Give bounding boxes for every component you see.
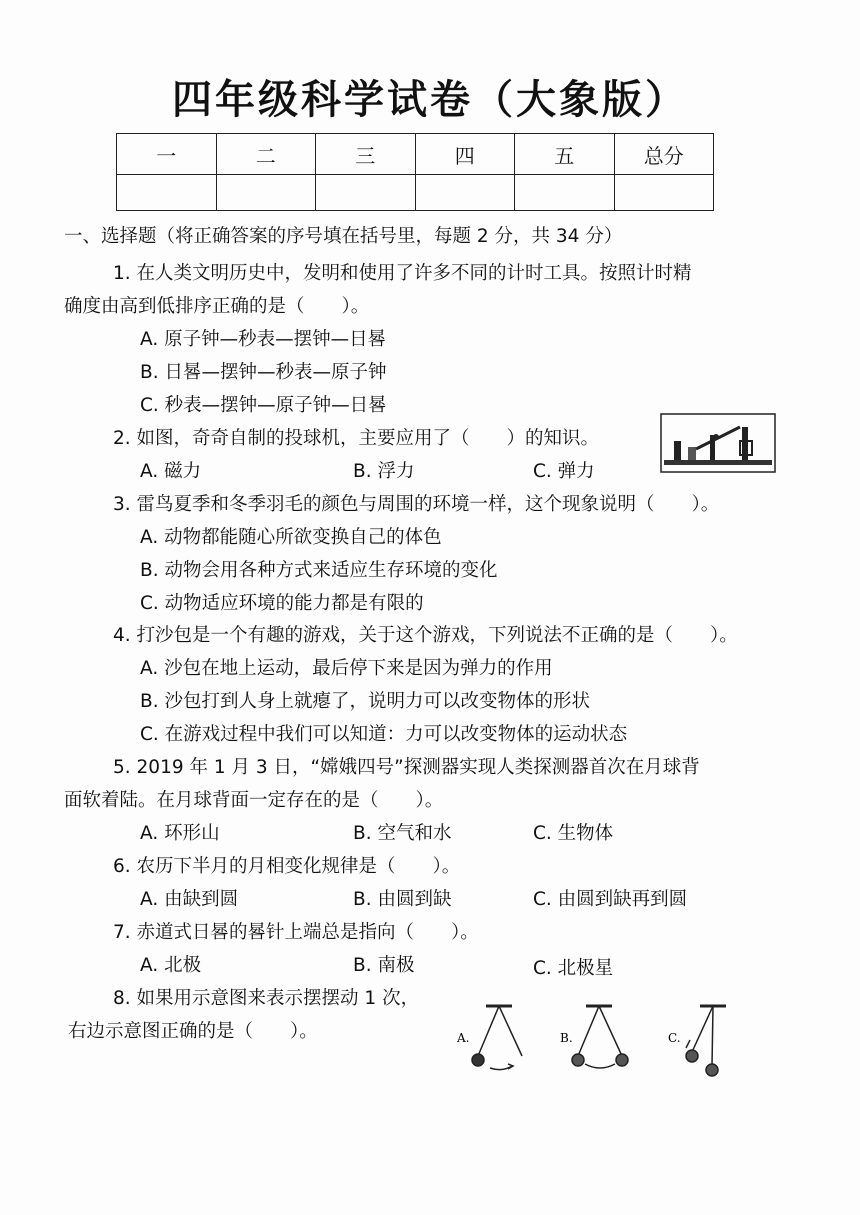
q8-stem-line2: 右边示意图正确的是（ ）。 [68, 1021, 318, 1042]
section-heading: 一、选择题（将正确答案的序号填在括号里，每题 2 分，共 34 分） [64, 226, 623, 247]
page-title: 四年级科学试卷（大象版） [172, 77, 688, 123]
q2-option-c: C. 弹力 [533, 461, 595, 482]
pendulum-c [686, 1006, 726, 1076]
q2-stem: 2. 如图，奇奇自制的投球机，主要应用了（ ）的知识。 [113, 428, 600, 449]
q4-option-b: B. 沙包打到人身上就瘪了，说明力可以改变物体的形状 [140, 691, 590, 712]
q3-stem: 3. 雷鸟夏季和冬季羽毛的颜色与周围的环境一样，这个现象说明（ ）。 [113, 494, 720, 515]
pendulum-c-label: C. [668, 1031, 681, 1045]
q4-stem: 4. 打沙包是一个有趣的游戏，关于这个游戏，下列说法不正确的是（ ）。 [113, 625, 738, 646]
ball-launcher-figure [660, 413, 776, 473]
score-cell-total[interactable] [614, 175, 714, 211]
q5-stem-line1: 5. 2019 年 1 月 3 日，“嫦娥四号”探测器实现人类探测器首次在月球背 [113, 757, 700, 778]
pendulum-b [572, 1006, 628, 1068]
q1-option-c: C. 秒表—摆钟—原子钟—日晷 [140, 395, 387, 416]
q5-stem-line2: 面软着陆。在月球背面一定存在的是（ ）。 [64, 790, 444, 811]
pendulum-b-label: B. [560, 1031, 573, 1045]
q1-option-a: A. 原子钟—秒表—摆钟—日晷 [140, 329, 387, 350]
score-header-1: 一 [117, 134, 217, 175]
q6-option-b: B. 由圆到缺 [353, 889, 452, 910]
q1-stem-line2: 确度由高到低排序正确的是（ ）。 [64, 296, 370, 317]
q5-option-a: A. 环形山 [140, 823, 220, 844]
q7-stem: 7. 赤道式日晷的晷针上端总是指向（ ）。 [113, 922, 479, 943]
score-cell-1[interactable] [117, 175, 217, 211]
q2-option-b: B. 浮力 [353, 461, 415, 482]
q7-option-a: A. 北极 [140, 955, 202, 976]
score-cell-2[interactable] [216, 175, 316, 211]
q6-option-a: A. 由缺到圆 [140, 889, 239, 910]
q1-stem-line1: 1. 在人类文明历史中，发明和使用了许多不同的计时工具。按照计时精 [113, 263, 692, 284]
q4-option-c: C. 在游戏过程中我们可以知道：力可以改变物体的运动状态 [140, 724, 628, 745]
q8-stem-line1: 8. 如果用示意图来表示摆摆动 1 次， [113, 988, 420, 1009]
score-cell-3[interactable] [316, 175, 416, 211]
q5-option-b: B. 空气和水 [353, 823, 452, 844]
pendulum-a [472, 1006, 522, 1070]
pendulum-figures [450, 1000, 740, 1080]
score-cell-4[interactable] [415, 175, 515, 211]
q7-option-c: C. 北极星 [533, 958, 614, 979]
q3-option-b: B. 动物会用各种方式来适应生存环境的变化 [140, 560, 498, 581]
q1-option-b: B. 日晷—摆钟—秒表—原子钟 [140, 362, 387, 383]
q3-option-c: C. 动物适应环境的能力都是有限的 [140, 593, 424, 614]
q6-option-c: C. 由圆到缺再到圆 [533, 889, 688, 910]
q2-option-a: A. 磁力 [140, 461, 202, 482]
q6-stem: 6. 农历下半月的月相变化规律是（ ）。 [113, 856, 461, 877]
score-header-total: 总分 [614, 134, 714, 175]
score-table [116, 133, 714, 211]
q5-option-c: C. 生物体 [533, 823, 614, 844]
pendulum-a-label: A. [457, 1031, 470, 1045]
q4-option-a: A. 沙包在地上运动，最后停下来是因为弹力的作用 [140, 658, 553, 679]
score-header-3: 三 [316, 134, 416, 175]
q3-option-a: A. 动物都能随心所欲变换自己的体色 [140, 527, 442, 548]
q7-option-b: B. 南极 [353, 955, 415, 976]
score-header-2: 二 [216, 134, 316, 175]
score-header-5: 五 [515, 134, 615, 175]
score-header-4: 四 [415, 134, 515, 175]
score-cell-5[interactable] [515, 175, 615, 211]
